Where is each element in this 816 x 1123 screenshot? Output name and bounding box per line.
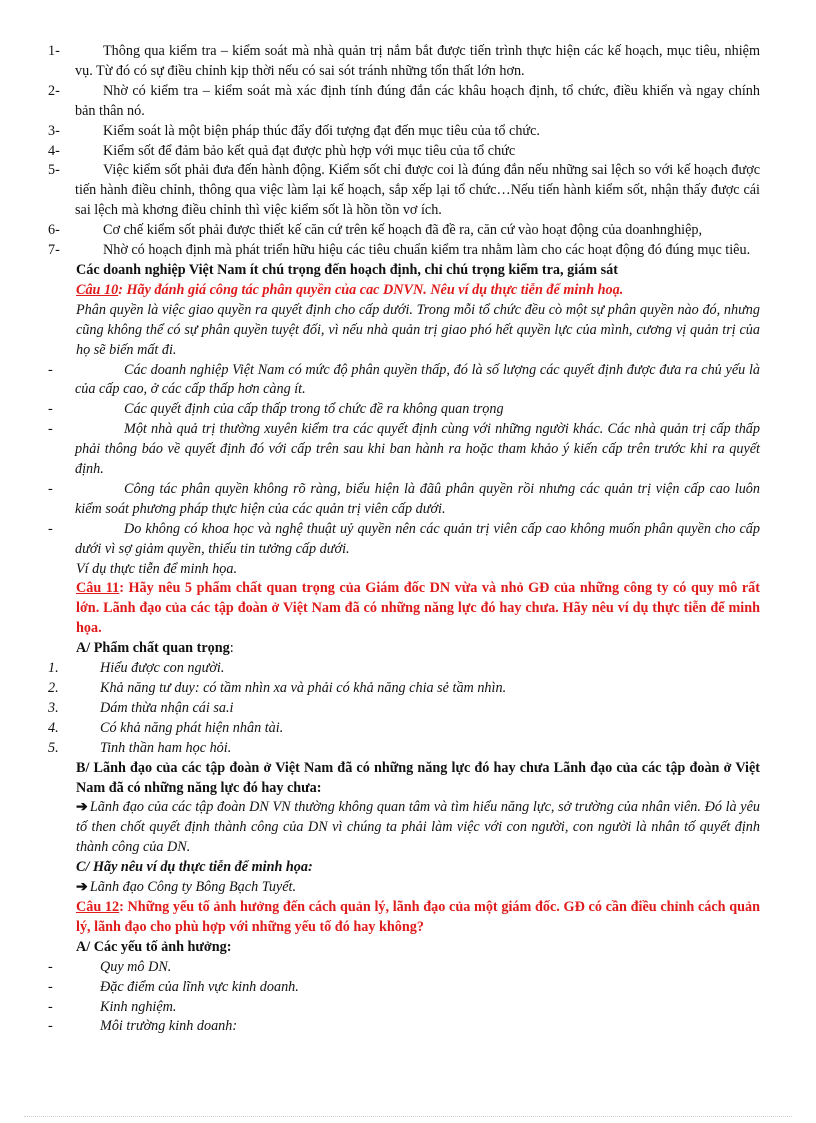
numbered-item xyxy=(48,82,760,122)
conclusion: Các doanh nghiệp Việt Nam ít chú trọng đến hoạch định, chỉ chú trọng kiểm tra, giám sát xyxy=(76,261,618,278)
q12-label: Câu 12 xyxy=(76,898,120,915)
factor-item xyxy=(48,978,760,998)
item-number: 5- xyxy=(48,162,60,179)
numbered-list xyxy=(0,42,816,261)
quality-number: 2. xyxy=(48,680,59,696)
q11-a-heading-text: A/ Phẩm chất quan trọng xyxy=(76,640,230,657)
factor-item xyxy=(48,1017,760,1037)
arrow-right-icon: ➔ xyxy=(76,879,88,896)
q11-c-body: Lãnh đạo Công ty Bông Bạch Tuyết. xyxy=(89,879,296,896)
item-text: Việc kiểm sốt phải đưa đến hành động. Kiểm sốt chỉ được coi là đúng đắn nếu những sai lệch so với kế hoạch được tiến hành điều chỉnh, thông qua việc làm lại kế hoạch, sắp xếp lại tổ chức…Nếu tiến hành kiểm sốt, nhận thấy được cái sai lệch mà khơng điều chỉnh thì việc kiểm sốt là hồn tồn vơ ích. xyxy=(75,162,760,219)
q10-example: Ví dụ thực tiễn để minh họa. xyxy=(76,560,238,577)
quality-item xyxy=(48,719,760,739)
q10-heading xyxy=(76,281,760,301)
dash-text: Do không có khoa học và nghệ thuật uỷ quyền nên các quản trị viên cấp cao không muốn phân quyền cho cấp dưới vì sợ giảm quyền, thiếu tin tưởng cấp dưới. xyxy=(75,520,760,557)
quality-number: 4. xyxy=(48,719,59,736)
q10-dash-item xyxy=(48,400,760,420)
quality-item xyxy=(48,659,760,679)
quality-text: Có khả năng phát hiện nhân tài. xyxy=(100,719,284,736)
item-text: Nhờ có hoạch định mà phát triển hữu hiệu các tiêu chuẩn kiểm tra nhằm làm cho các hoạt động đó đúng mục tiêu. xyxy=(103,242,751,259)
q10-intro: Phân quyền là việc giao quyền ra quyết định cho cấp dưới. Trong mỗi tổ chức đều cò một sự phân quyền nào đó, nhưng cũng không thể có sự phân quyền tuyệt đối, vì nếu nhà quản trị giao phó hết quyền lực của mình, cương vị quản trị của họ sẽ biến mất đi. xyxy=(76,301,760,358)
numbered-item xyxy=(48,122,760,142)
item-number: 3- xyxy=(48,122,60,139)
factor-text: Quy mô DN. xyxy=(100,958,172,975)
item-number: 2- xyxy=(48,82,60,99)
quality-text: Tinh thần ham học hỏi. xyxy=(100,739,232,756)
quality-number: 1. xyxy=(48,660,59,677)
q11-c-text xyxy=(76,878,760,898)
q10-dash-item xyxy=(48,480,760,520)
dash-marker: - xyxy=(48,1018,53,1035)
page-bottom-rule xyxy=(24,1116,792,1117)
dash-marker: - xyxy=(48,978,53,995)
q12-heading xyxy=(76,898,760,938)
dash-marker: - xyxy=(48,421,53,438)
dash-marker: - xyxy=(48,520,53,537)
factor-text: Đặc điểm của lĩnh vực kinh doanh. xyxy=(100,978,299,995)
factor-text: Môi trường kinh doanh: xyxy=(100,1018,238,1035)
q11-b-heading: B/ Lãnh đạo của các tập đoàn ở Việt Nam đã có những năng lực đó hay chưa Lãnh đạo của các tập đoàn ở Việt Nam đã có những năng lực đó hay chưa: xyxy=(76,759,760,796)
factor-text: Kinh nghiệm. xyxy=(100,998,177,1015)
quality-item xyxy=(48,679,760,699)
document-body xyxy=(0,42,816,1037)
item-number: 7- xyxy=(48,242,60,259)
q11-a-heading xyxy=(76,639,760,659)
dash-text: Các quyết định của cấp thấp trong tổ chức đề ra không quan trọng xyxy=(124,401,504,418)
dash-text: Một nhà quả trị thường xuyên kiểm tra các quyết định cùng với những người khác. Các nhà quản trị cấp thấp phải thông báo về quyết định đó với cấp trên sau khi ban hành ra hoặc tham khảo ý kiến cấp trên trước khi ra quyết định. xyxy=(75,421,760,478)
q11-title: : Hãy nêu 5 phẩm chất quan trọng của Giám đốc DN vừa và nhỏ GĐ của những công ty có quy mô rất lớn. Lãnh đạo của các tập đoàn ở Việt Nam đã có những năng lực đó hay chưa. Hãy nêu ví dụ thực tiễn để minh họa. xyxy=(76,580,760,637)
quality-item xyxy=(48,739,760,759)
q10-dash-item xyxy=(48,420,760,480)
quality-number: 3. xyxy=(48,699,59,716)
q12-title: : Những yếu tố ảnh hưởng đến cách quản lý, lãnh đạo của một giám đốc. GĐ có cần điều chỉnh cách quản lý, lãnh đạo cho phù hợp với những yếu tố đó hay không? xyxy=(76,898,760,935)
factor-item xyxy=(48,958,760,978)
q10-title: : Hãy đánh giá công tác phân quyền của cac DNVN. Nêu ví dụ thực tiễn để minh hoạ. xyxy=(118,281,624,298)
dash-text: Công tác phân quyền không rõ ràng, biểu hiện là đãû phân quyền rồi nhưng các quản trị viện cấp cao luôn kiểm soát phương pháp thực hiện của các quản trị viên cấp dưới. xyxy=(75,480,760,517)
quality-text: Dám thừa nhận cái sa.i xyxy=(100,699,234,716)
quality-text: Khả năng tư duy: có tầm nhìn xa và phải có khả năng chia sẻ tầm nhìn. xyxy=(100,680,507,696)
dash-marker: - xyxy=(48,401,53,418)
numbered-item xyxy=(48,241,760,261)
qualities-list xyxy=(0,659,816,759)
dash-marker: - xyxy=(48,480,53,497)
dash-marker: - xyxy=(48,361,53,378)
item-text: Cơ chế kiểm sốt phải được thiết kế căn cứ trên kế hoạch đã đề ra, căn cứ vào hoạt động của doanhnghiệp, xyxy=(103,222,703,239)
q11-a-colon: : xyxy=(229,640,234,657)
item-text: Thông qua kiểm tra – kiểm soát mà nhà quản trị nắm bắt được tiến trình thực hiện các kế hoạch, mục tiêu, nhiệm vụ. Từ đó có sự điều chỉnh kịp thời nếu có sai sót tránh những tổn thất lớn hơn. xyxy=(75,43,760,79)
item-text: Kiểm soát là một biện pháp thúc đẩy đối tượng đạt đến mục tiêu của tổ chức. xyxy=(103,122,540,139)
q10-dash-item xyxy=(48,520,760,560)
dash-marker: - xyxy=(48,998,53,1015)
item-text: Nhờ có kiểm tra – kiểm soát mà xác định tính đúng đắn các khâu hoạch định, tổ chức, điều khiển và ngay chính bản thân nó. xyxy=(75,82,760,119)
dash-marker: - xyxy=(48,958,53,975)
numbered-item xyxy=(48,161,760,221)
q10-dash-list xyxy=(0,361,816,560)
item-text: Kiểm sốt để đảm bảo kết quả đạt được phù hợp với mục tiêu của tổ chức xyxy=(103,142,516,159)
numbered-item xyxy=(48,142,760,162)
item-number: 4- xyxy=(48,142,60,159)
numbered-item xyxy=(48,221,760,241)
item-number: 6- xyxy=(48,222,60,239)
quality-number: 5. xyxy=(48,739,59,756)
dash-text: Các doanh nghiệp Việt Nam có mức độ phân quyền thấp, đó là số lượng các quyết định được đưa ra chủ yếu là của cấp cao, ở các cấp thấp hơn càng ít. xyxy=(75,361,760,398)
numbered-item xyxy=(48,42,760,82)
factor-item xyxy=(48,998,760,1018)
q11-b-text xyxy=(76,798,760,858)
q12-a-heading: A/ Các yếu tố ảnh hưởng: xyxy=(76,938,232,955)
q10-label: Câu 10 xyxy=(76,281,119,298)
factors-list xyxy=(0,958,816,1038)
quality-item xyxy=(48,699,760,719)
q10-dash-item xyxy=(48,361,760,401)
q11-heading xyxy=(76,579,760,639)
q11-b-body: Lãnh đạo của các tập đoàn DN VN thường không quan tâm và tìm hiểu năng lực, sở trường của nhân viên. Đó là yêu tố then chốt quyết định thành công của DN vì chúng ta phải làm việc với con người, con người là nhân tố quyết định thành công của DN. xyxy=(76,799,760,856)
arrow-right-icon: ➔ xyxy=(76,799,88,816)
q11-c-heading: C/ Hãy nêu ví dụ thực tiễn để minh họa: xyxy=(76,859,313,876)
quality-text: Hiểu được con người. xyxy=(100,660,225,677)
item-number: 1- xyxy=(48,43,60,59)
q11-label: Câu 11 xyxy=(76,580,120,597)
